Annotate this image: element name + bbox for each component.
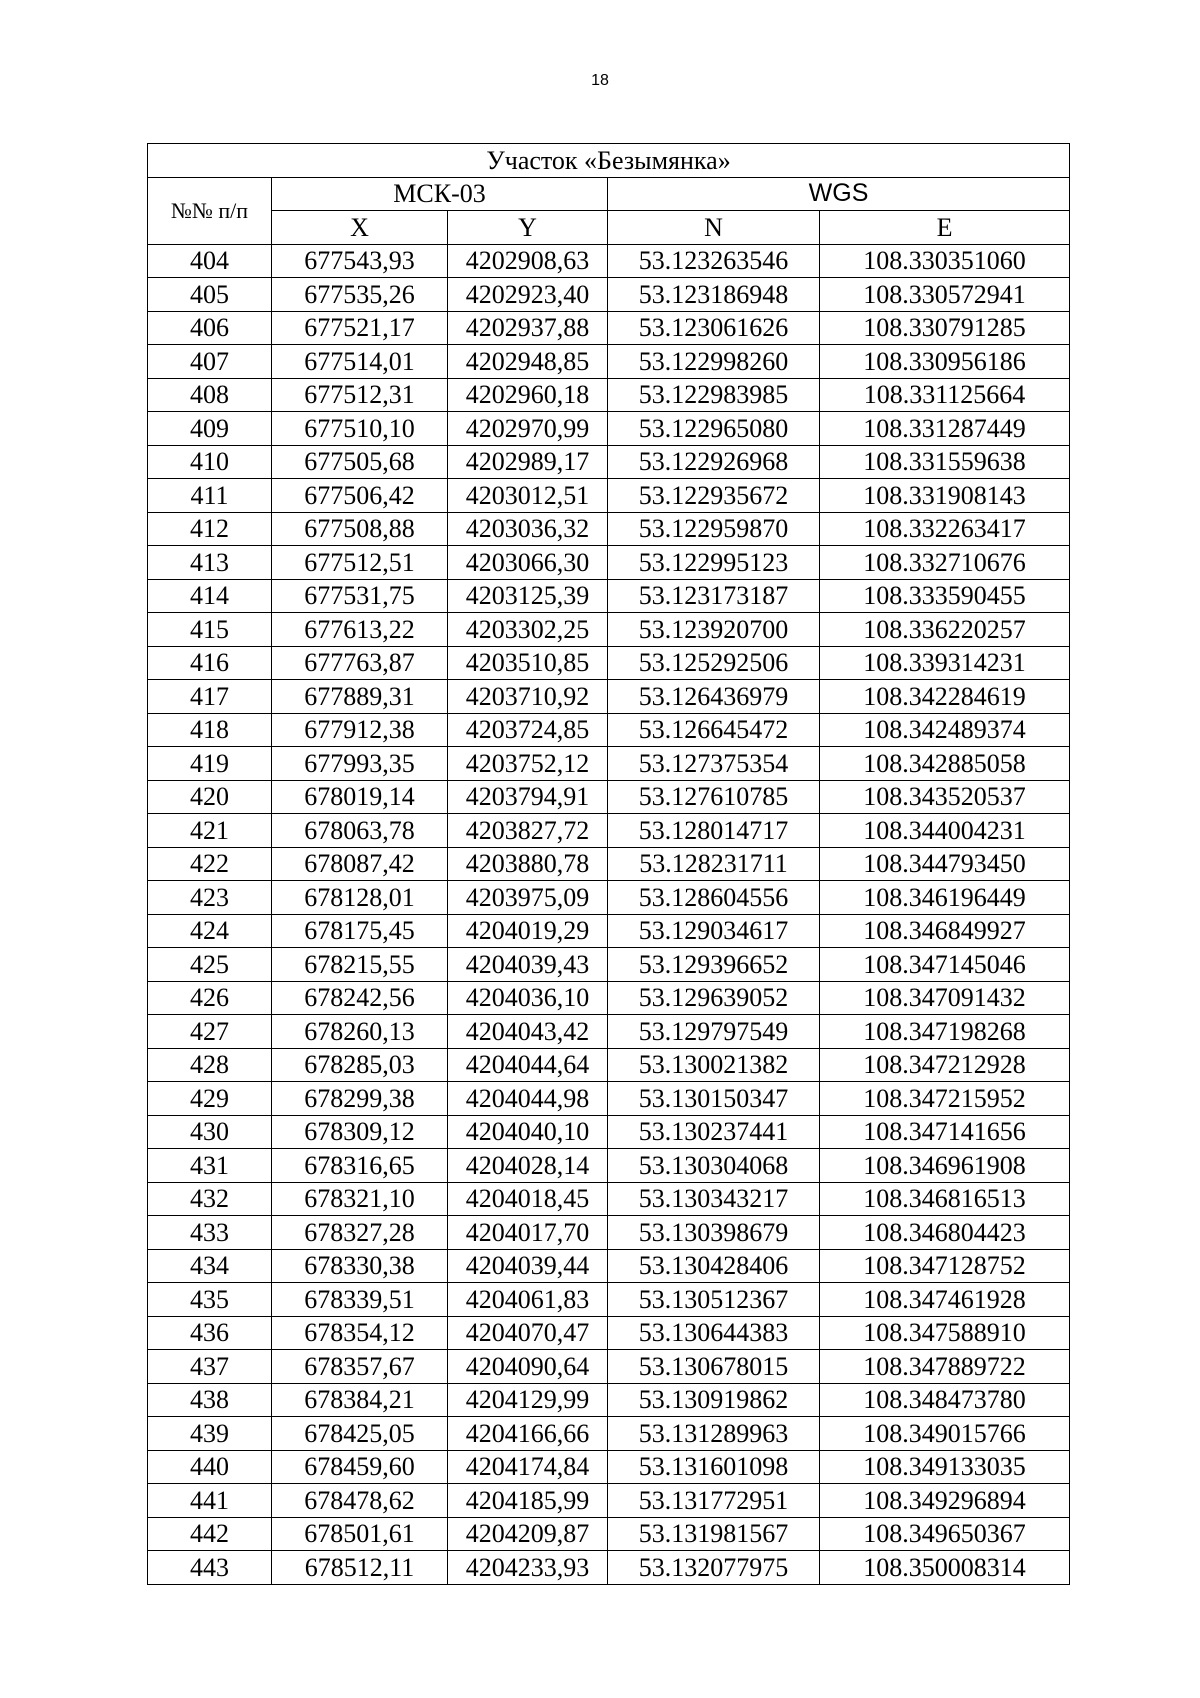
x-cell: 677889,31 (272, 680, 448, 714)
e-cell: 108.330956186 (820, 345, 1070, 379)
point-number-cell: 439 (148, 1417, 272, 1451)
y-cell: 4204166,66 (448, 1417, 608, 1451)
table-row (148, 1283, 1070, 1317)
x-cell: 678339,51 (272, 1283, 448, 1317)
y-cell: 4202970,99 (448, 412, 608, 446)
y-cell: 4204039,43 (448, 948, 608, 982)
n-cell: 53.130398679 (608, 1216, 820, 1250)
n-cell: 53.123173187 (608, 579, 820, 613)
n-cell: 53.130304068 (608, 1149, 820, 1183)
x-cell: 677543,93 (272, 244, 448, 278)
n-cell: 53.122926968 (608, 445, 820, 479)
n-cell: 53.123920700 (608, 613, 820, 647)
y-cell: 4202989,17 (448, 445, 608, 479)
point-number-cell: 426 (148, 981, 272, 1015)
x-cell: 678478,62 (272, 1484, 448, 1518)
table-row (148, 378, 1070, 412)
table-row (148, 1249, 1070, 1283)
table-row (148, 1551, 1070, 1585)
table-row (148, 311, 1070, 345)
y-cell: 4204018,45 (448, 1182, 608, 1216)
table-row (148, 1350, 1070, 1384)
n-cell: 53.126436979 (608, 680, 820, 714)
x-cell: 678327,28 (272, 1216, 448, 1250)
table-row (148, 981, 1070, 1015)
table-row (148, 479, 1070, 513)
n-cell: 53.128231711 (608, 847, 820, 881)
y-cell: 4204174,84 (448, 1450, 608, 1484)
x-cell: 677506,42 (272, 479, 448, 513)
n-cell: 53.123263546 (608, 244, 820, 278)
e-cell: 108.342489374 (820, 713, 1070, 747)
e-cell: 108.347212928 (820, 1048, 1070, 1082)
e-cell: 108.349296894 (820, 1484, 1070, 1518)
y-cell: 4204039,44 (448, 1249, 608, 1283)
x-cell: 678175,45 (272, 914, 448, 948)
x-cell: 678260,13 (272, 1015, 448, 1049)
table-row (148, 1517, 1070, 1551)
x-cell: 678354,12 (272, 1316, 448, 1350)
point-number-cell: 420 (148, 780, 272, 814)
n-cell: 53.122998260 (608, 345, 820, 379)
e-cell: 108.346196449 (820, 881, 1070, 915)
x-cell: 678501,61 (272, 1517, 448, 1551)
n-cell: 53.130644383 (608, 1316, 820, 1350)
point-number-cell: 412 (148, 512, 272, 546)
column-group-msk: МСК-03 (272, 177, 608, 211)
x-cell: 677512,31 (272, 378, 448, 412)
x-cell: 677521,17 (272, 311, 448, 345)
e-cell: 108.339314231 (820, 646, 1070, 680)
x-cell: 678087,42 (272, 847, 448, 881)
y-cell: 4203794,91 (448, 780, 608, 814)
table-row (148, 780, 1070, 814)
point-number-cell: 442 (148, 1517, 272, 1551)
e-cell: 108.336220257 (820, 613, 1070, 647)
page-number: 18 (591, 72, 609, 89)
n-cell: 53.123061626 (608, 311, 820, 345)
y-cell: 4203510,85 (448, 646, 608, 680)
y-cell: 4204129,99 (448, 1383, 608, 1417)
y-cell: 4203012,51 (448, 479, 608, 513)
x-cell: 678215,55 (272, 948, 448, 982)
table-row (148, 914, 1070, 948)
table-body (148, 244, 1070, 1584)
table-row (148, 1417, 1070, 1451)
e-cell: 108.347145046 (820, 948, 1070, 982)
table-row (148, 747, 1070, 781)
e-cell: 108.344004231 (820, 814, 1070, 848)
x-cell: 677993,35 (272, 747, 448, 781)
e-cell: 108.350008314 (820, 1551, 1070, 1585)
e-cell: 108.349015766 (820, 1417, 1070, 1451)
table-row (148, 646, 1070, 680)
n-cell: 53.131981567 (608, 1517, 820, 1551)
e-cell: 108.349650367 (820, 1517, 1070, 1551)
table-row (148, 680, 1070, 714)
n-cell: 53.130237441 (608, 1115, 820, 1149)
y-cell: 4204044,98 (448, 1082, 608, 1116)
n-cell: 53.130512367 (608, 1283, 820, 1317)
point-number-cell: 413 (148, 546, 272, 580)
point-number-cell: 435 (148, 1283, 272, 1317)
y-cell: 4203125,39 (448, 579, 608, 613)
n-cell: 53.130021382 (608, 1048, 820, 1082)
n-cell: 53.130678015 (608, 1350, 820, 1384)
x-cell: 677535,26 (272, 278, 448, 312)
e-cell: 108.346816513 (820, 1182, 1070, 1216)
y-cell: 4204017,70 (448, 1216, 608, 1250)
y-cell: 4202948,85 (448, 345, 608, 379)
x-cell: 677512,51 (272, 546, 448, 580)
column-header-x: X (272, 211, 448, 245)
table-row (148, 244, 1070, 278)
x-cell: 677505,68 (272, 445, 448, 479)
y-cell: 4202923,40 (448, 278, 608, 312)
x-cell: 678309,12 (272, 1115, 448, 1149)
n-cell: 53.122959870 (608, 512, 820, 546)
point-number-cell: 418 (148, 713, 272, 747)
point-number-cell: 421 (148, 814, 272, 848)
n-cell: 53.132077975 (608, 1551, 820, 1585)
table-row (148, 713, 1070, 747)
table-row (148, 345, 1070, 379)
e-cell: 108.347588910 (820, 1316, 1070, 1350)
point-number-cell: 414 (148, 579, 272, 613)
table-row (148, 1048, 1070, 1082)
point-number-cell: 429 (148, 1082, 272, 1116)
point-number-cell: 434 (148, 1249, 272, 1283)
n-cell: 53.131772951 (608, 1484, 820, 1518)
e-cell: 108.347215952 (820, 1082, 1070, 1116)
x-cell: 678063,78 (272, 814, 448, 848)
e-cell: 108.347461928 (820, 1283, 1070, 1317)
y-cell: 4203066,30 (448, 546, 608, 580)
point-number-cell: 411 (148, 479, 272, 513)
n-cell: 53.123186948 (608, 278, 820, 312)
e-cell: 108.348473780 (820, 1383, 1070, 1417)
n-cell: 53.131601098 (608, 1450, 820, 1484)
x-cell: 678425,05 (272, 1417, 448, 1451)
e-cell: 108.332263417 (820, 512, 1070, 546)
point-number-cell: 428 (148, 1048, 272, 1082)
e-cell: 108.331908143 (820, 479, 1070, 513)
n-cell: 53.128014717 (608, 814, 820, 848)
x-cell: 678299,38 (272, 1082, 448, 1116)
e-cell: 108.347889722 (820, 1350, 1070, 1384)
n-cell: 53.129034617 (608, 914, 820, 948)
point-number-cell: 436 (148, 1316, 272, 1350)
y-cell: 4203036,32 (448, 512, 608, 546)
n-cell: 53.129639052 (608, 981, 820, 1015)
n-cell: 53.127375354 (608, 747, 820, 781)
table-row (148, 512, 1070, 546)
point-number-cell: 440 (148, 1450, 272, 1484)
e-cell: 108.346849927 (820, 914, 1070, 948)
e-cell: 108.347198268 (820, 1015, 1070, 1049)
point-number-cell: 422 (148, 847, 272, 881)
x-cell: 678512,11 (272, 1551, 448, 1585)
n-cell: 53.122935672 (608, 479, 820, 513)
x-cell: 677763,87 (272, 646, 448, 680)
n-cell: 53.129797549 (608, 1015, 820, 1049)
column-header-n: N (608, 211, 820, 245)
e-cell: 108.343520537 (820, 780, 1070, 814)
x-cell: 678242,56 (272, 981, 448, 1015)
point-number-cell: 404 (148, 244, 272, 278)
point-number-cell: 430 (148, 1115, 272, 1149)
e-cell: 108.330351060 (820, 244, 1070, 278)
y-cell: 4204185,99 (448, 1484, 608, 1518)
point-number-cell: 433 (148, 1216, 272, 1250)
n-cell: 53.131289963 (608, 1417, 820, 1451)
n-cell: 53.125292506 (608, 646, 820, 680)
x-cell: 677912,38 (272, 713, 448, 747)
n-cell: 53.130919862 (608, 1383, 820, 1417)
y-cell: 4202960,18 (448, 378, 608, 412)
n-cell: 53.129396652 (608, 948, 820, 982)
point-number-cell: 416 (148, 646, 272, 680)
column-header-number: №№ п/п (148, 177, 272, 244)
n-cell: 53.130150347 (608, 1082, 820, 1116)
table-row (148, 579, 1070, 613)
table-row (148, 1149, 1070, 1183)
n-cell: 53.122965080 (608, 412, 820, 446)
e-cell: 108.331125664 (820, 378, 1070, 412)
e-cell: 108.342885058 (820, 747, 1070, 781)
table-row (148, 1484, 1070, 1518)
table-row (148, 1383, 1070, 1417)
table-row (148, 1216, 1070, 1250)
table-row (148, 1450, 1070, 1484)
y-cell: 4203710,92 (448, 680, 608, 714)
n-cell: 53.130343217 (608, 1182, 820, 1216)
point-number-cell: 415 (148, 613, 272, 647)
y-cell: 4204061,83 (448, 1283, 608, 1317)
x-cell: 677531,75 (272, 579, 448, 613)
x-cell: 678330,38 (272, 1249, 448, 1283)
point-number-cell: 425 (148, 948, 272, 982)
x-cell: 678316,65 (272, 1149, 448, 1183)
e-cell: 108.333590455 (820, 579, 1070, 613)
table-title: Участок «Безымянка» (148, 144, 1070, 178)
y-cell: 4204043,42 (448, 1015, 608, 1049)
x-cell: 677508,88 (272, 512, 448, 546)
point-number-cell: 424 (148, 914, 272, 948)
e-cell: 108.331287449 (820, 412, 1070, 446)
table-row (148, 1082, 1070, 1116)
x-cell: 677514,01 (272, 345, 448, 379)
x-cell: 678321,10 (272, 1182, 448, 1216)
e-cell: 108.346804423 (820, 1216, 1070, 1250)
y-cell: 4204019,29 (448, 914, 608, 948)
e-cell: 108.330572941 (820, 278, 1070, 312)
x-cell: 678285,03 (272, 1048, 448, 1082)
e-cell: 108.331559638 (820, 445, 1070, 479)
x-cell: 678357,67 (272, 1350, 448, 1384)
table-row (148, 613, 1070, 647)
e-cell: 108.342284619 (820, 680, 1070, 714)
y-cell: 4204090,64 (448, 1350, 608, 1384)
point-number-cell: 438 (148, 1383, 272, 1417)
x-cell: 678459,60 (272, 1450, 448, 1484)
y-cell: 4203752,12 (448, 747, 608, 781)
table-row (148, 278, 1070, 312)
e-cell: 108.349133035 (820, 1450, 1070, 1484)
y-cell: 4202937,88 (448, 311, 608, 345)
point-number-cell: 408 (148, 378, 272, 412)
y-cell: 4204028,14 (448, 1149, 608, 1183)
e-cell: 108.347091432 (820, 981, 1070, 1015)
e-cell: 108.347128752 (820, 1249, 1070, 1283)
e-cell: 108.330791285 (820, 311, 1070, 345)
table-row (148, 948, 1070, 982)
column-header-y: Y (448, 211, 608, 245)
column-group-wgs: WGS (608, 177, 1070, 211)
point-number-cell: 427 (148, 1015, 272, 1049)
y-cell: 4203880,78 (448, 847, 608, 881)
point-number-cell: 409 (148, 412, 272, 446)
n-cell: 53.130428406 (608, 1249, 820, 1283)
e-cell: 108.346961908 (820, 1149, 1070, 1183)
x-cell: 677510,10 (272, 412, 448, 446)
y-cell: 4204233,93 (448, 1551, 608, 1585)
table-row (148, 1015, 1070, 1049)
column-header-e: E (820, 211, 1070, 245)
point-number-cell: 407 (148, 345, 272, 379)
point-number-cell: 406 (148, 311, 272, 345)
n-cell: 53.126645472 (608, 713, 820, 747)
point-number-cell: 443 (148, 1551, 272, 1585)
e-cell: 108.344793450 (820, 847, 1070, 881)
point-number-cell: 423 (148, 881, 272, 915)
point-number-cell: 405 (148, 278, 272, 312)
n-cell: 53.122995123 (608, 546, 820, 580)
y-cell: 4203302,25 (448, 613, 608, 647)
x-cell: 677613,22 (272, 613, 448, 647)
y-cell: 4203975,09 (448, 881, 608, 915)
x-cell: 678128,01 (272, 881, 448, 915)
n-cell: 53.122983985 (608, 378, 820, 412)
n-cell: 53.127610785 (608, 780, 820, 814)
y-cell: 4202908,63 (448, 244, 608, 278)
y-cell: 4204044,64 (448, 1048, 608, 1082)
e-cell: 108.347141656 (820, 1115, 1070, 1149)
table-row (148, 1316, 1070, 1350)
table-row (148, 1182, 1070, 1216)
table-row (148, 546, 1070, 580)
y-cell: 4204036,10 (448, 981, 608, 1015)
table-row (148, 814, 1070, 848)
point-number-cell: 419 (148, 747, 272, 781)
e-cell: 108.332710676 (820, 546, 1070, 580)
table-row (148, 412, 1070, 446)
y-cell: 4203724,85 (448, 713, 608, 747)
table-row (148, 847, 1070, 881)
point-number-cell: 432 (148, 1182, 272, 1216)
y-cell: 4204070,47 (448, 1316, 608, 1350)
y-cell: 4203827,72 (448, 814, 608, 848)
x-cell: 678019,14 (272, 780, 448, 814)
point-number-cell: 410 (148, 445, 272, 479)
coordinates-table (147, 143, 1070, 1585)
y-cell: 4204040,10 (448, 1115, 608, 1149)
point-number-cell: 431 (148, 1149, 272, 1183)
table-row (148, 881, 1070, 915)
y-cell: 4204209,87 (448, 1517, 608, 1551)
point-number-cell: 437 (148, 1350, 272, 1384)
point-number-cell: 441 (148, 1484, 272, 1518)
table-row (148, 1115, 1070, 1149)
n-cell: 53.128604556 (608, 881, 820, 915)
x-cell: 678384,21 (272, 1383, 448, 1417)
point-number-cell: 417 (148, 680, 272, 714)
table-row (148, 445, 1070, 479)
